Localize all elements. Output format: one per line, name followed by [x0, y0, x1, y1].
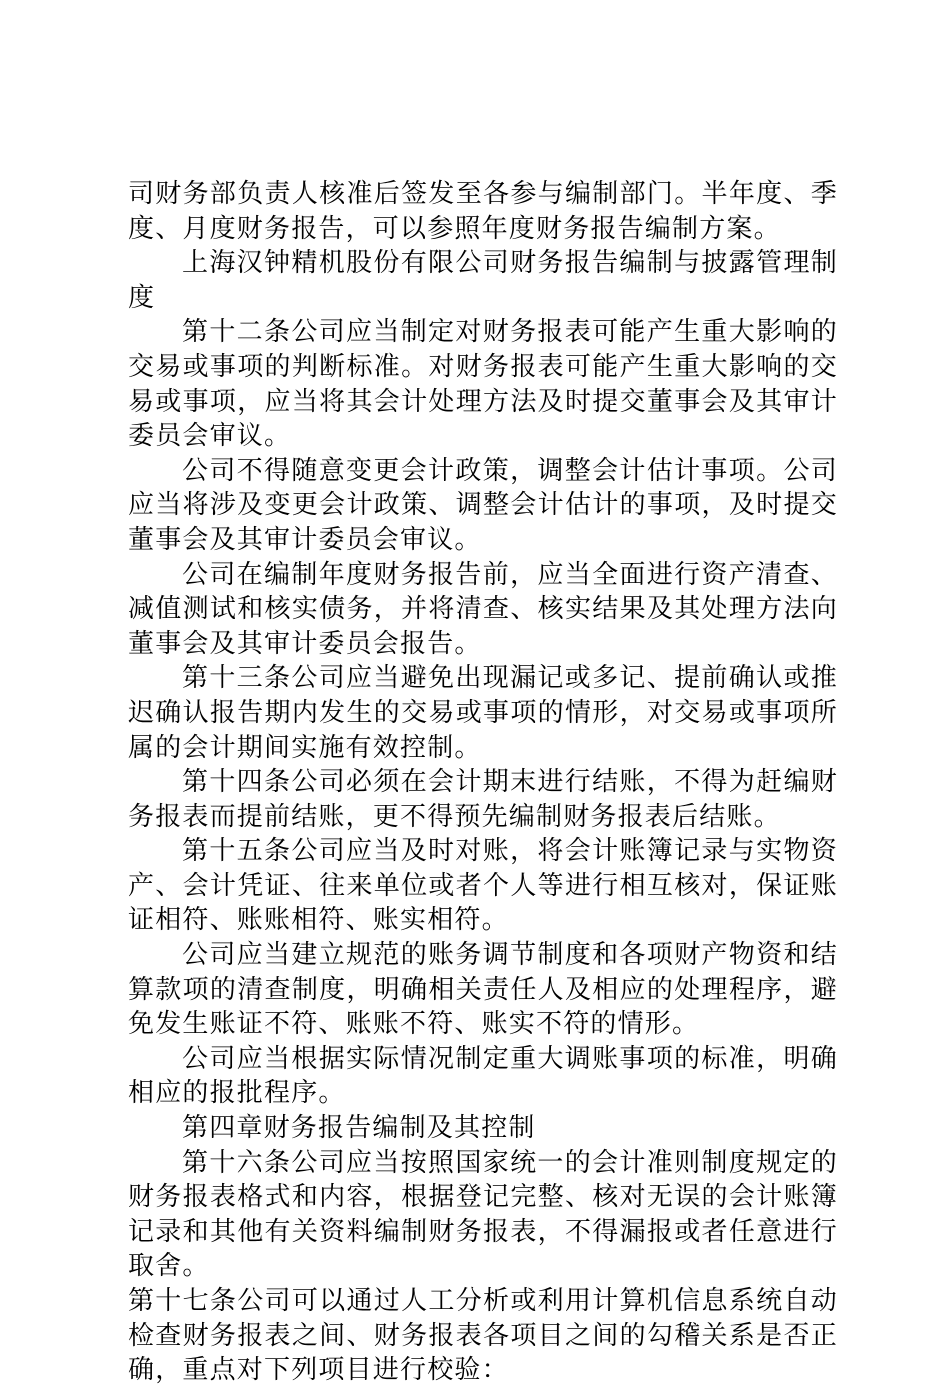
paragraph: 司财务部负责人核准后签发至各参与编制部门。半年度、季度、月度财务报告，可以参照年度财务报告编制方案。: [128, 179, 838, 244]
paragraph-article-13: 第十三条公司应当避免出现漏记或多记、提前确认或推迟确认报告期内发生的交易或事项的情形，对交易或事项所属的会计期间实施有效控制。: [128, 663, 838, 763]
chapter-heading: 第四章财务报告编制及其控制: [182, 1113, 536, 1144]
paragraph-article-14: 第十四条公司必须在会计期末进行结账，不得为赶编财务报表而提前结账，更不得预先编制财务报表后结账。: [128, 767, 838, 832]
paragraph-article-12: 第十二条公司应当制定对财务报表可能产生重大影响的交易或事项的判断标准。对财务报表可能产生重大影响的交易或事项，应当将其会计处理方法及时提交董事会及其审计委员会审议。: [128, 317, 838, 452]
paragraph: 公司不得随意变更会计政策，调整会计估计事项。公司应当将涉及变更会计政策、调整会计估计的事项，及时提交董事会及其审计委员会审议。: [128, 455, 838, 555]
paragraph-article-16: 第十六条公司应当按照国家统一的会计准则制度规定的财务报表格式和内容，根据登记完整、核对无误的会计账簿记录和其他有关资料编制财务报表，不得漏报或者任意进行取舍。: [128, 1147, 838, 1282]
paragraph: 公司在编制年度财务报告前，应当全面进行资产清查、减值测试和核实债务，并将清查、核实结果及其处理方法向董事会及其审计委员会报告。: [128, 559, 838, 659]
paragraph: 公司应当根据实际情况制定重大调账事项的标准，明确相应的报批程序。: [128, 1043, 838, 1109]
document-title-line: 上海汉钟精机股份有限公司财务报告编制与披露管理制度: [128, 248, 838, 313]
paragraph-article-15: 第十五条公司应当及时对账，将会计账簿记录与实物资产、会计凭证、往来单位或者个人等进行相互核对，保证账证相符、账账相符、账实相符。: [128, 836, 838, 936]
document-body: [128, 177, 838, 1388]
paragraph-article-17: 第十七条公司可以通过人工分析或利用计算机信息系统自动检查财务报表之间、财务报表各项目之间的勾稽关系是否正确，重点对下列项目进行校验：: [128, 1286, 838, 1386]
paragraph: 公司应当建立规范的账务调节制度和各项财产物资和结算款项的清查制度，明确相关责任人及相应的处理程序，避免发生账证不符、账账不符、账实不符的情形。: [128, 940, 838, 1040]
